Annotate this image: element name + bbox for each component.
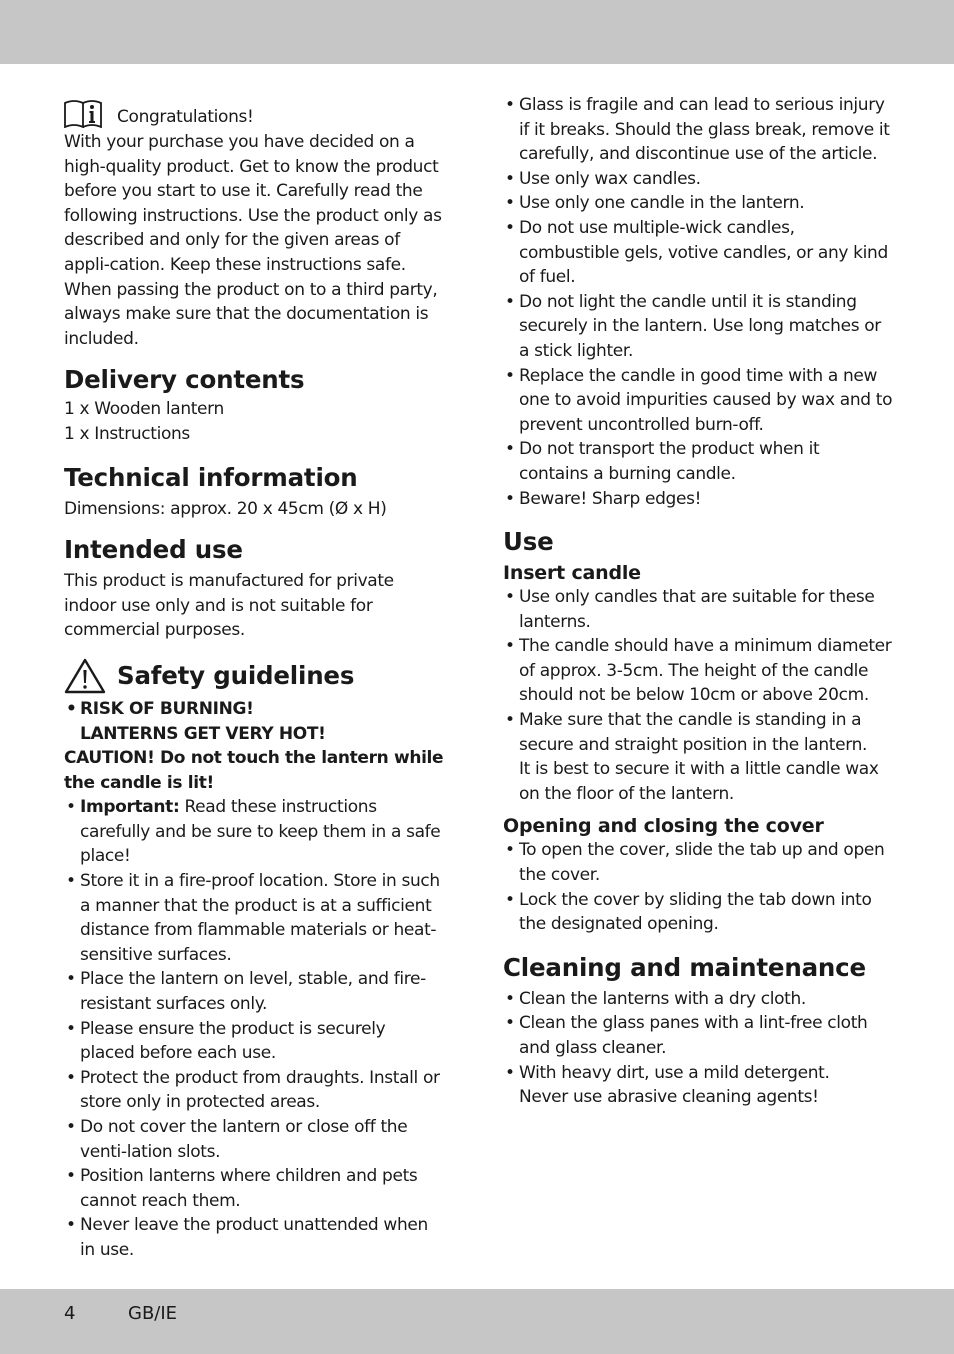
list-item: • Beware! Sharp edges! (503, 487, 893, 512)
insert-candle-list (503, 585, 893, 757)
list-item: • Use only candles that are suitable for these lanterns. (503, 585, 893, 634)
list-item: • Use only wax candles. (503, 167, 893, 192)
cleaning-heading: Cleaning and maintenance (503, 952, 866, 982)
delivery-heading: Delivery contents (64, 365, 305, 395)
list-item: • Do not use multiple-wick candles, combustible gels, votive candles, or any kind of fuel. (503, 216, 893, 290)
delivery-item: 1 x Wooden lantern (64, 399, 224, 420)
list-item: • Make sure that the candle is standing in a secure and straight position in the lantern. (503, 708, 893, 757)
cleaning-list (503, 987, 893, 1085)
cleaning-note: Never use abrasive cleaning agents! (519, 1087, 819, 1108)
insert-candle-heading: Insert candle (503, 562, 641, 585)
important-label: Important: (80, 797, 180, 818)
list-item: • Never leave the product unattended when in use. (64, 1213, 444, 1262)
region-label: GB/IE (128, 1303, 178, 1324)
intended-use-heading: Intended use (64, 535, 243, 565)
safety-heading: Safety guidelines (117, 660, 355, 690)
list-item: • To open the cover, slide the tab up and open the cover. (503, 838, 893, 887)
right-column (503, 93, 893, 1110)
technical-heading: Technical information (64, 462, 358, 492)
risk-line: RISK OF BURNING! (80, 698, 254, 719)
risk-warning (64, 697, 444, 746)
warning-triangle-icon (64, 657, 106, 695)
safety-header (64, 657, 444, 695)
safety-list (64, 697, 444, 746)
intro-header (64, 96, 444, 128)
intro-paragraph: With your purchase you have decided on a high-quality product. Get to know the product before you start to use it. Carefully read the following instructions. Use the product only as described and only for the given areas of appli-cation. Keep these instructions safe. (64, 132, 442, 275)
manual-info-icon (64, 98, 104, 128)
header-band (0, 0, 954, 64)
intended-use-text: This product is manufactured for private indoor use only and is not suitable for commercial purposes. (64, 571, 394, 641)
safety-list (64, 795, 444, 1262)
cover-list (503, 838, 893, 936)
list-item: • Do not transport the product when it contains a burning candle. (503, 437, 893, 486)
list-item: • Clean the glass panes with a lint-free cloth and glass cleaner. (503, 1011, 893, 1060)
list-item: • Do not light the candle until it is standing securely in the lantern. Use long matches or a stick lighter. (503, 290, 893, 364)
list-item: • The candle should have a minimum diameter of approx. 3-5cm. The height of the candle should not be below 10cm or above 20cm. (503, 634, 893, 708)
list-item: • Use only one candle in the lantern. (503, 191, 893, 216)
list-item: • Please ensure the product is securely placed before each use. (64, 1017, 444, 1066)
intro-paragraph-2: When passing the product on to a third party, always make sure that the documentation is included. (64, 279, 438, 349)
list-item: • Position lanterns where children and pets cannot reach them. (64, 1164, 444, 1213)
list-item: • Do not cover the lantern or close off the venti-lation slots. (64, 1115, 444, 1164)
use-heading: Use (503, 527, 554, 557)
page-number: 4 (64, 1303, 76, 1324)
dimensions-text: Dimensions: approx. 20 x 45cm (Ø x H) (64, 498, 387, 519)
important-text: Read these instructions carefully and be sure to keep them in a safe place! (80, 797, 441, 867)
list-item: • With heavy dirt, use a mild detergent. (503, 1061, 893, 1086)
list-item (64, 795, 444, 869)
insert-candle-note: It is best to secure it with a little candle wax on the floor of the lantern. (519, 759, 879, 804)
list-item: • Store it in a fire-proof location. Store in such a manner that the product is at a sufficient distance from flammable materials or heat-sensitive surfaces. (64, 869, 444, 967)
congratulations-text: Congratulations! (117, 107, 254, 127)
list-item: • Protect the product from draughts. Install or store only in protected areas. (64, 1066, 444, 1115)
list-item: • Glass is fragile and can lead to serious injury if it breaks. Should the glass break, remove it carefully, and discontinue use of the article. (503, 93, 893, 167)
list-item: • Place the lantern on level, stable, and fire-resistant surfaces only. (64, 967, 444, 1016)
list-item: • Replace the candle in good time with a new one to avoid impurities caused by wax and to prevent uncontrolled burn-off. (503, 364, 893, 438)
caution-text: CAUTION! Do not touch the lantern while the candle is lit! (64, 748, 444, 793)
safety-list-continued (503, 93, 893, 511)
list-item: • Clean the lanterns with a dry cloth. (503, 987, 893, 1012)
delivery-item: 1 x Instructions (64, 423, 190, 444)
list-item: • Lock the cover by sliding the tab down into the designated opening. (503, 888, 893, 937)
cover-heading: Opening and closing the cover (503, 815, 824, 838)
left-column (64, 96, 444, 1263)
risk-line: LANTERNS GET VERY HOT! (80, 723, 326, 744)
